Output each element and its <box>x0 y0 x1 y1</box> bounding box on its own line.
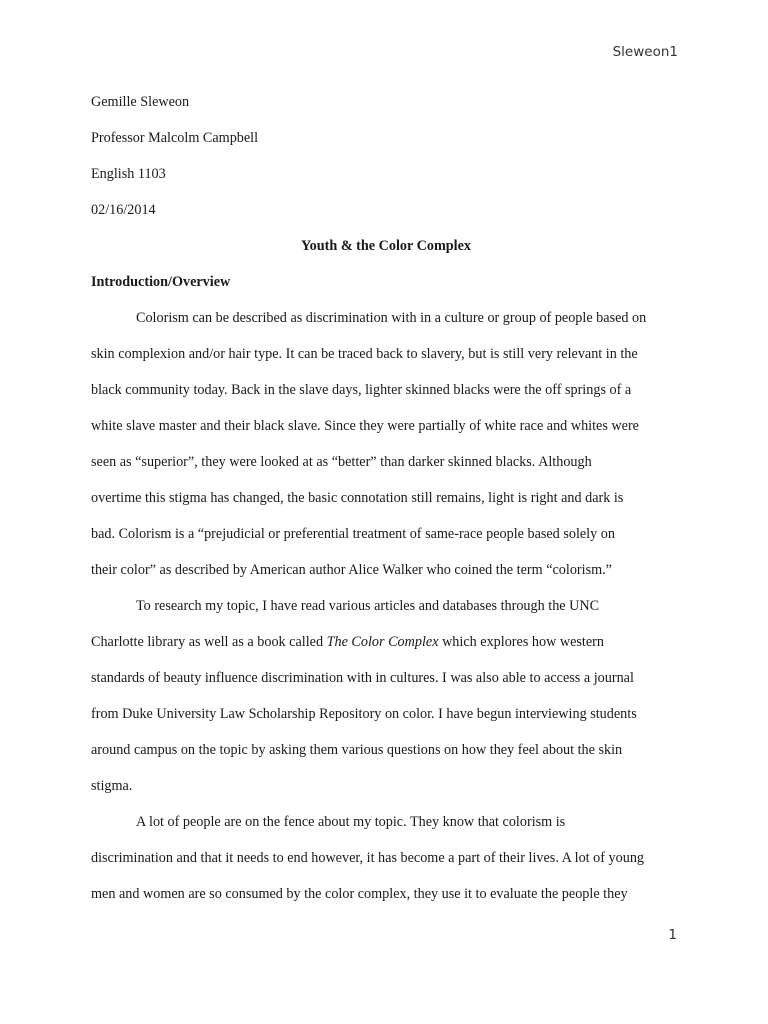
professor-name: Professor Malcolm Campbell <box>91 130 259 146</box>
paragraph-line: seen as “superior”, they were looked at as “better” than darker skinned blacks. Although <box>91 454 592 470</box>
author-name: Gemille Sleweon <box>91 94 190 110</box>
paragraph-line: stigma. <box>91 778 133 794</box>
paragraph-line: around campus on the topic by asking them various questions on how they feel about the skin <box>91 742 623 758</box>
paragraph-line: bad. Colorism is a “prejudicial or preferential treatment of same-race people based solely on <box>91 526 615 542</box>
paragraph-line: overtime this stigma has changed, the basic connotation still remains, light is right and dark is <box>91 490 624 506</box>
section-heading: Introduction/Overview <box>91 274 231 290</box>
paragraph-line: from Duke University Law Scholarship Repository on color. I have begun interviewing students <box>91 706 637 722</box>
document-date: 02/16/2014 <box>91 202 156 218</box>
paragraph-line: Colorism can be described as discrimination with in a culture or group of people based on <box>136 310 647 326</box>
running-head: Sleweon1 <box>612 44 678 60</box>
paragraph-line: their color” as described by American author Alice Walker who coined the term “colorism.” <box>91 562 612 578</box>
text-run: Charlotte library as well as a book called <box>91 634 327 650</box>
paragraph-line: discrimination and that it needs to end however, it has become a part of their lives. A lot of young <box>91 850 645 866</box>
course-name: English 1103 <box>91 166 166 182</box>
book-title: The Color Complex <box>326 634 439 650</box>
paragraph-line: white slave master and their black slave. Since they were partially of white race and whites were <box>91 418 639 434</box>
paragraph-line: men and women are so consumed by the color complex, they use it to evaluate the people they <box>91 886 628 902</box>
paragraph-line: standards of beauty influence discrimination with in cultures. I was also able to access a journal <box>91 670 634 686</box>
document-body <box>91 84 691 912</box>
page-number: 1 <box>668 927 677 943</box>
paragraph-line: skin complexion and/or hair type. It can be traced back to slavery, but is still very relevant in the <box>91 346 638 362</box>
paragraph-line-with-book-title <box>91 624 691 660</box>
document-title: Youth & the Color Complex <box>301 238 471 254</box>
paragraph-line: To research my topic, I have read various articles and databases through the UNC <box>136 598 600 614</box>
paragraph-line: black community today. Back in the slave days, lighter skinned blacks were the off springs of a <box>91 382 632 398</box>
text-run: which explores how western <box>438 634 604 650</box>
paragraph-line: A lot of people are on the fence about my topic. They know that colorism is <box>136 814 566 830</box>
